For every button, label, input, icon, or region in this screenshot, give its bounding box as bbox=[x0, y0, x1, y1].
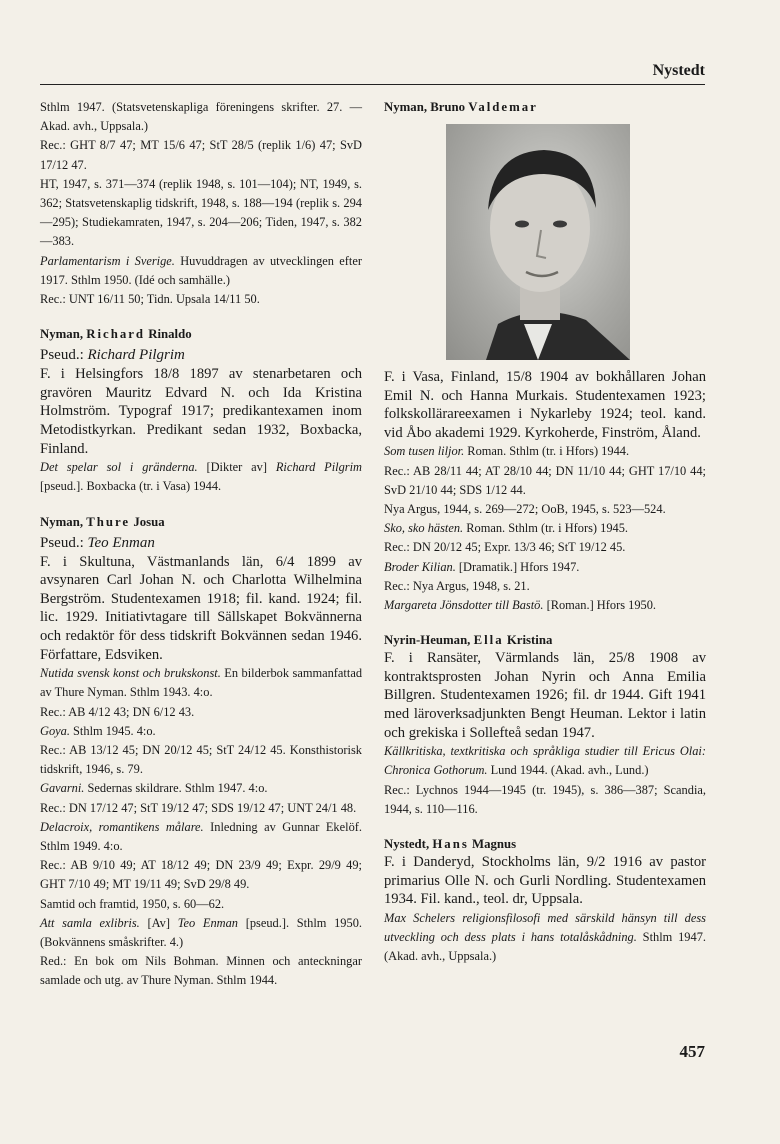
work-text: Nya Argus, 1944, s. 269—272; OoB, 1945, s. 523—524. bbox=[384, 501, 666, 516]
entry-biography: F. i Skultuna, Västmanlands län, 6/4 1899 av avsynaren Carl Johan N. och Charlotta Wilhelmina Bergström. Studentexamen 1918; fil. kand. 1924; fil. lic. 1929. Initiativtagare till Sällskapet Bokvännerna och redaktör för dess tidskrift Bokvännen sedan 1946. Författare, Edsviken. bbox=[40, 553, 362, 663]
bibliography-line bbox=[40, 779, 362, 798]
entry-spaced-name: Ella bbox=[473, 633, 504, 648]
work-text: Huvuddragen av utvecklingen efter 1917. Sthlm 1950. (Idé och samhälle.) bbox=[40, 253, 363, 287]
work-title: Max Schelers religionsfilosofi med särskild hänsyn till dess utveckling och dess plats i hans totalåskådning. bbox=[384, 910, 706, 944]
page-number: 457 bbox=[679, 1042, 705, 1061]
entry-pseudonym bbox=[40, 345, 362, 365]
work-title: Gavarni. bbox=[40, 781, 85, 796]
bibliography-line bbox=[40, 914, 362, 952]
entry-heading bbox=[40, 513, 362, 531]
entry-surname: Nyman, Bruno bbox=[384, 100, 466, 114]
entry-biography: F. i Helsingfors 18/8 1897 av stenarbetaren och gravören Mauritz Edvard N. och Ida Kristina Holmström. Typograf 1917; predikantexamen inom Metodistkyrkan. Predikant sedan 1932, Boxbacka, Finland. bbox=[40, 366, 362, 457]
work-text: Rec.: DN 20/12 45; Expr. 13/3 46; StT 19/12 45. bbox=[384, 540, 626, 555]
work-title: Som tusen liljor. bbox=[384, 444, 465, 459]
entry-heading bbox=[384, 631, 706, 649]
work-text: Rec.: Nya Argus, 1948, s. 21. bbox=[384, 578, 530, 593]
work-text: [Dramatik.] Hfors 1947. bbox=[455, 559, 580, 574]
entry-works bbox=[40, 458, 362, 496]
bibliography-line bbox=[40, 664, 362, 702]
entry-biography: F. i Danderyd, Stockholms län, 9/2 1916 av pastor primarius Olle N. och Gurli Nordling. Studentexamen 1934. Fil. kand., teol. dr, Uppsala. bbox=[384, 853, 706, 908]
portrait-illustration bbox=[446, 124, 630, 360]
bibliography-line bbox=[40, 722, 362, 741]
work-text: Rec.: AB 4/12 43; DN 6/12 43. bbox=[40, 704, 195, 719]
running-header-name: Nystedt bbox=[652, 62, 705, 79]
bibliography-line bbox=[384, 500, 706, 519]
bibliography-line bbox=[384, 596, 706, 615]
work-text: [pseud.]. Boxbacka (tr. i Vasa) 1944. bbox=[40, 479, 222, 494]
work-text: Sthlm 1947. (Statsvetenskapliga föreningens skrifter. 27. — Akad. avh., Uppsala.) bbox=[40, 100, 362, 134]
work-text: [Av] bbox=[139, 915, 178, 930]
entry-ella-nyrin-heuman bbox=[384, 631, 706, 819]
bibliography-line bbox=[40, 136, 362, 174]
work-title: Det spelar sol i gränderna. bbox=[40, 460, 198, 475]
work-text: Samtid och framtid, 1950, s. 60—62. bbox=[40, 896, 225, 911]
work-text: Red.: En bok om Nils Bohman. Minnen och anteckningar samlade och utg. av Thure Nyman. Sthlm 1944. bbox=[40, 954, 362, 988]
work-title: Delacroix, romantikens målare. bbox=[40, 819, 204, 834]
entry-heading bbox=[40, 325, 362, 343]
bibliography-line bbox=[40, 818, 362, 856]
bibliography-line bbox=[384, 909, 706, 967]
bibliography-line bbox=[384, 538, 706, 557]
work-text: Rec.: DN 17/12 47; StT 19/12 47; SDS 19/12 47; UNT 24/1 48. bbox=[40, 800, 357, 815]
intro-works bbox=[40, 98, 362, 309]
bibliography-line bbox=[40, 458, 362, 496]
work-text: Sthlm 1947. (Akad. avh., Uppsala.) bbox=[384, 929, 706, 964]
entry-surname: Nystedt, bbox=[384, 836, 430, 851]
entry-given-name: Rinaldo bbox=[148, 327, 192, 342]
entry-bruno-nyman bbox=[384, 98, 706, 615]
work-title: Margareta Jönsdotter till Bastö. bbox=[384, 598, 544, 612]
bibliography-line bbox=[384, 558, 706, 577]
work-text: Rec.: UNT 16/11 50; Tidn. Upsala 14/11 50. bbox=[40, 292, 260, 307]
entry-spaced-name: Thure bbox=[86, 514, 131, 529]
work-text: Sthlm 1945. 4:o. bbox=[69, 723, 156, 738]
entry-given-name: Kristina bbox=[506, 633, 553, 648]
entry-surname: Nyrin-Heuman, bbox=[384, 633, 471, 648]
bibliography-line bbox=[384, 442, 706, 461]
entry-surname: Nyman, bbox=[40, 327, 84, 342]
portrait-photo bbox=[446, 124, 630, 360]
entry-works bbox=[384, 909, 706, 967]
work-text: [Roman.] Hfors 1950. bbox=[543, 598, 657, 612]
bibliography-line bbox=[40, 856, 362, 894]
work-title: Goya. bbox=[40, 723, 70, 738]
entry-spaced-name: Hans bbox=[432, 836, 469, 851]
entry-thure-nyman bbox=[40, 513, 362, 991]
running-header bbox=[40, 58, 705, 85]
work-title: Richard Pilgrim bbox=[275, 460, 362, 475]
bibliography-line bbox=[40, 98, 362, 136]
entry-biography: F. i Vasa, Finland, 15/8 1904 av bokhållaren Johan Emil N. och Hanna Murkais. Studentexamen 1923; folkskollärareexamen i Nykarleby 1924; teol. kand. vid Åbo akademi 1929. Kyrkoherde, Finström, Åland. bbox=[384, 369, 706, 441]
pseud-name: Teo Enman bbox=[87, 534, 155, 551]
entry-works bbox=[384, 442, 706, 615]
bibliography-line bbox=[40, 799, 362, 818]
bibliography-line bbox=[384, 577, 706, 596]
work-text: HT, 1947, s. 371—374 (replik 1948, s. 101—104); NT, 1949, s. 362; Statsvetenskaplig tidskrift, 1948, s. 188—194 (replik s. 294—295); Studiekamraten, 1947, s. 204—206; Tiden, 1947, s. 382—383. bbox=[40, 176, 362, 249]
work-title: Teo Enman bbox=[177, 915, 238, 930]
work-text: Rec.: AB 13/12 45; DN 20/12 45; StT 24/12 45. Konsthistorisk tidskrift, 1946, s. 79. bbox=[40, 742, 362, 777]
work-text: [pseud.]. Sthlm 1950. (Bokvännens småskrifter. 4.) bbox=[40, 915, 362, 950]
entry-hans-nystedt bbox=[384, 835, 706, 966]
bibliography-line bbox=[40, 895, 362, 914]
entry-works bbox=[40, 664, 362, 990]
bibliography-line bbox=[384, 462, 706, 500]
entry-given-name: Magnus bbox=[472, 836, 517, 851]
work-text: Lund 1944. (Akad. avh., Lund.) bbox=[487, 763, 649, 778]
work-text: Rec.: AB 9/10 49; AT 18/12 49; DN 23/9 49; Expr. 29/9 49; GHT 7/10 49; MT 19/11 49; SvD 29/8 49. bbox=[40, 858, 362, 892]
bibliography-line bbox=[384, 519, 706, 538]
entry-works bbox=[384, 742, 706, 819]
work-text: Roman. Sthlm (tr. i Hfors) 1944. bbox=[464, 444, 630, 459]
entry-richard-nyman bbox=[40, 325, 362, 496]
bibliography-line bbox=[40, 175, 362, 252]
work-title: Källkritiska, textkritiska och språkliga studier till Ericus Olai: Chronica Gothorum. bbox=[384, 744, 706, 778]
entry-surname: Nyman, bbox=[40, 514, 84, 529]
entry-biography: F. i Ransäter, Värmlands län, 25/8 1908 av kontraktsprosten Johan Nyrin och Anna Emilia Billgren. Studentexamen 1926; fil. dr 1944. Gift 1941 med läroverksadjunkten Bengt Heuman. Lektor i latin och grekiska i Sollefteå sedan 1947. bbox=[384, 650, 706, 741]
bibliography-line bbox=[384, 781, 706, 819]
pseud-label: Pseud.: bbox=[40, 347, 84, 364]
work-text: Rec.: GHT 8/7 47; MT 15/6 47; StT 28/5 (replik 1/6) 47; SvD 17/12 47. bbox=[40, 138, 362, 172]
work-text: Rec.: Lychnos 1944—1945 (tr. 1945), s. 386—387; Scandia, 1944, s. 110—116. bbox=[384, 782, 706, 816]
work-title: Nutida svensk konst och brukskonst. bbox=[40, 666, 221, 681]
bibliography-line bbox=[40, 290, 362, 309]
work-title: Broder Kilian. bbox=[384, 559, 456, 574]
bibliography-line bbox=[40, 252, 362, 290]
entry-heading bbox=[384, 98, 706, 116]
entry-spaced-name: Valdemar bbox=[468, 100, 538, 114]
bibliography-line bbox=[40, 703, 362, 722]
work-text: Sedernas skildrare. Sthlm 1947. 4:o. bbox=[84, 781, 268, 796]
work-title: Sko, sko hästen. bbox=[384, 521, 464, 536]
left-column bbox=[40, 98, 362, 991]
work-text: En bilderbok sammanfattad av Thure Nyman. Sthlm 1943. 4:o. bbox=[40, 666, 363, 700]
work-title: Parlamentarism i Sverige. bbox=[40, 253, 175, 268]
work-title: Att samla exlibris. bbox=[40, 915, 140, 930]
entry-spaced-name: Richard bbox=[86, 327, 146, 342]
entry-heading bbox=[384, 835, 706, 853]
entry-pseudonym bbox=[40, 533, 362, 553]
work-text: Roman. Sthlm (tr. i Hfors) 1945. bbox=[463, 521, 629, 536]
entry-given-name: Josua bbox=[133, 514, 165, 529]
bibliography-line bbox=[40, 952, 362, 990]
pseud-name: Richard Pilgrim bbox=[87, 347, 185, 364]
work-text: Inledning av Gunnar Ekelöf. Sthlm 1949. 4:o. bbox=[40, 819, 362, 853]
bibliography-line bbox=[384, 742, 706, 780]
pseud-label: Pseud.: bbox=[40, 534, 84, 551]
work-text: [Dikter av] bbox=[197, 460, 276, 475]
bibliography-line bbox=[40, 741, 362, 779]
work-text: Rec.: AB 28/11 44; AT 28/10 44; DN 11/10 44; GHT 17/10 44; SvD 21/10 44; SDS 1/12 44. bbox=[384, 463, 706, 497]
right-column bbox=[384, 98, 706, 966]
